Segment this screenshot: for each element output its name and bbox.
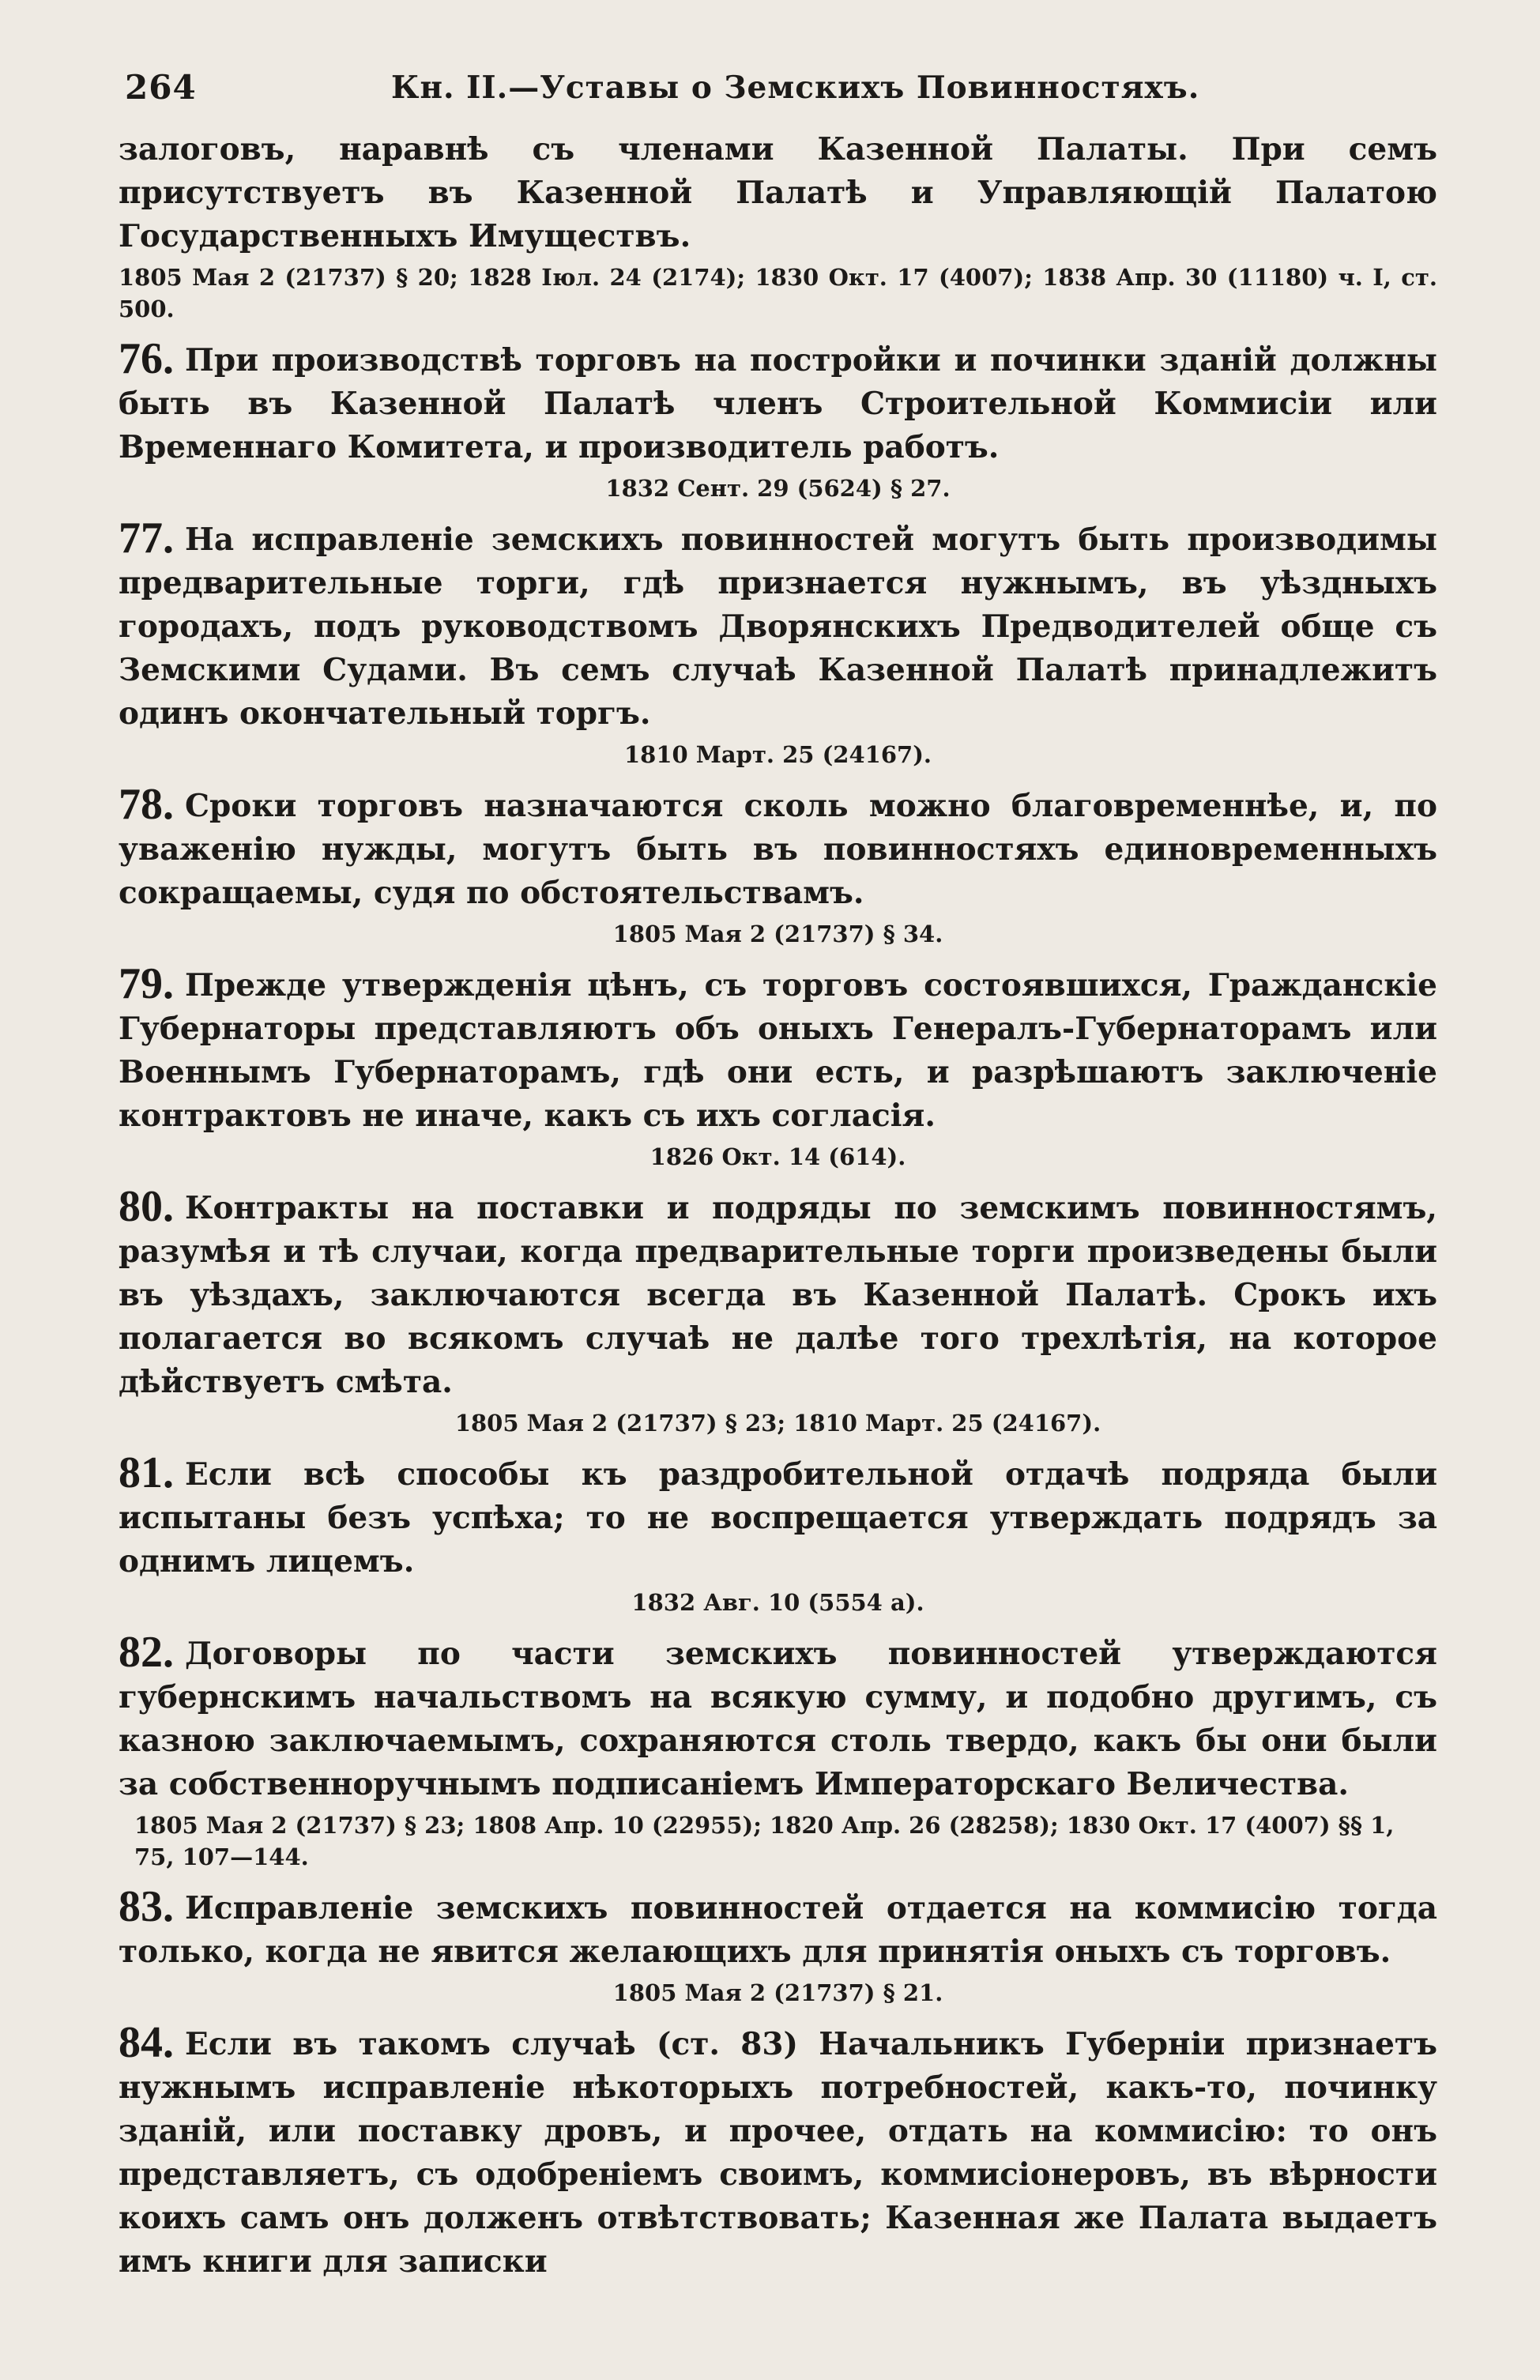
legal-reference: 1805 Мая 2 (21737) § 23; 1810 Март. 25 (24167).	[454, 1410, 1101, 1437]
article-84	[119, 2018, 1437, 2284]
legal-reference: 1805 Мая 2 (21737) § 21.	[612, 1979, 943, 2006]
article-number: 76.	[119, 334, 174, 383]
running-head	[119, 57, 1437, 128]
article-number: 82.	[119, 1628, 174, 1677]
article-number: 81.	[119, 1448, 174, 1497]
article-81	[119, 1448, 1437, 1584]
article-number: 79.	[119, 959, 174, 1008]
legal-reference: 1805 Мая 2 (21737) § 34.	[612, 921, 943, 947]
legal-reference: 1805 Мая 2 (21737) § 20; 1828 Іюл. 24 (2174); 1830 Окт. 17 (4007); 1838 Апр. 30 (11180) ч. I, ст. 500.	[119, 264, 1437, 322]
legal-reference: 1810 Март. 25 (24167).	[623, 741, 932, 768]
article-text: залоговъ, наравнѣ съ членами Казенной Палаты. При семъ присутствуетъ въ Казенной Палатѣ и Управляющій Палатою Государственныхъ Имуществъ.	[119, 131, 1437, 254]
legal-reference: 1832 Сент. 29 (5624) § 27.	[605, 475, 951, 502]
statute-text	[119, 128, 1437, 2284]
article-text: Контракты на поставки и подряды по земскимъ повинностямъ, разумѣя и тѣ случаи, когда предварительные торги произведены были въ уѣздахъ, заключаются всегда въ Казенной Палатѣ. Срокъ ихъ полагается во всякомъ случаѣ не далѣе того трехлѣтія, на которое дѣйствуетъ смѣта.	[119, 1190, 1437, 1400]
article-text: Сроки торговъ назначаются сколь можно благовременнѣе, и, по уваженію нужды, могутъ быть въ повинностяхъ единовременныхъ сокращаемы, судя по обстоятельствамъ.	[119, 788, 1437, 911]
article-text: Договоры по части земскихъ повинностей утверждаются губернскимъ начальствомъ на всякую сумму, и подобно другимъ, съ казною заключаемымъ, сохраняются столь твердо, какъ бы они были за собственноручнымъ подписаніемъ Императорскаго Величества.	[119, 1636, 1437, 1802]
article-number: 80.	[119, 1182, 174, 1231]
legal-reference: 1832 Авг. 10 (5554 а).	[631, 1589, 924, 1616]
legal-reference: 1826 Окт. 14 (614).	[650, 1143, 906, 1170]
article-text: Если всѣ способы къ раздробительной отдачѣ подряда были испытаны безъ успѣха; то не воспрещается утверждать подрядъ за однимъ лицемъ.	[119, 1456, 1437, 1580]
article-82	[119, 1628, 1437, 1806]
article-number: 77.	[119, 514, 174, 563]
article-83	[119, 1882, 1437, 1974]
article-number: 78.	[119, 780, 174, 829]
article-text: Исправленіе земскихъ повинностей отдается на коммисію тогда только, когда не явится желающихъ для принятія оныхъ съ торговъ.	[119, 1890, 1437, 1970]
article-text: Если въ такомъ случаѣ (ст. 83) Начальникъ Губерніи признаетъ нужнымъ исправленіе нѣкоторыхъ потребностей, какъ-то, починку зданій, или поставку дровъ, и прочее, отдать на коммисію: то онъ представляетъ, съ одобреніемъ своимъ, коммисіонеровъ, въ вѣрности коихъ самъ онъ долженъ отвѣтствовать; Казенная же Палата выдаетъ имъ книги для записки	[119, 2026, 1437, 2280]
article-text: На исправленіе земскихъ повинностей могутъ быть производимы предварительные торги, гдѣ признается нужнымъ, въ уѣздныхъ городахъ, подъ руководствомъ Дворянскихъ Предводителей обще съ Земскими Судами. Въ семъ случаѣ Казенной Палатѣ принадлежитъ одинъ окончательный торгъ.	[119, 522, 1437, 732]
article-77	[119, 514, 1437, 736]
article-text: Прежде утвержденія цѣнъ, съ торговъ состоявшихся, Гражданскіе Губернаторы представляютъ объ оныхъ Генералъ-Губернаторамъ или Военнымъ Губернаторамъ, гдѣ они есть, и разрѣшаютъ заключеніе контрактовъ не иначе, какъ съ ихъ согласія.	[119, 967, 1437, 1134]
article-75-continuation	[119, 128, 1437, 258]
article-79	[119, 959, 1437, 1138]
article-number: 84.	[119, 2018, 174, 2067]
chapter-title: Кн. II.—Уставы о Земскихъ Повинностяхъ.	[391, 70, 1200, 106]
legal-reference: 1805 Мая 2 (21737) § 23; 1808 Апр. 10 (22955); 1820 Апр. 26 (28258); 1830 Окт. 17 (4007) §§ 1, 75, 107—144.	[134, 1812, 1395, 1870]
article-80	[119, 1182, 1437, 1404]
article-76	[119, 334, 1437, 469]
article-text: При производствѣ торговъ на постройки и починки зданій должны быть въ Казенной Палатѣ членъ Строительной Коммисіи или Временнаго Комитета, и производитель работъ.	[119, 342, 1437, 465]
article-number: 83.	[119, 1882, 174, 1931]
article-78	[119, 780, 1437, 915]
page-number: 264	[125, 68, 197, 107]
